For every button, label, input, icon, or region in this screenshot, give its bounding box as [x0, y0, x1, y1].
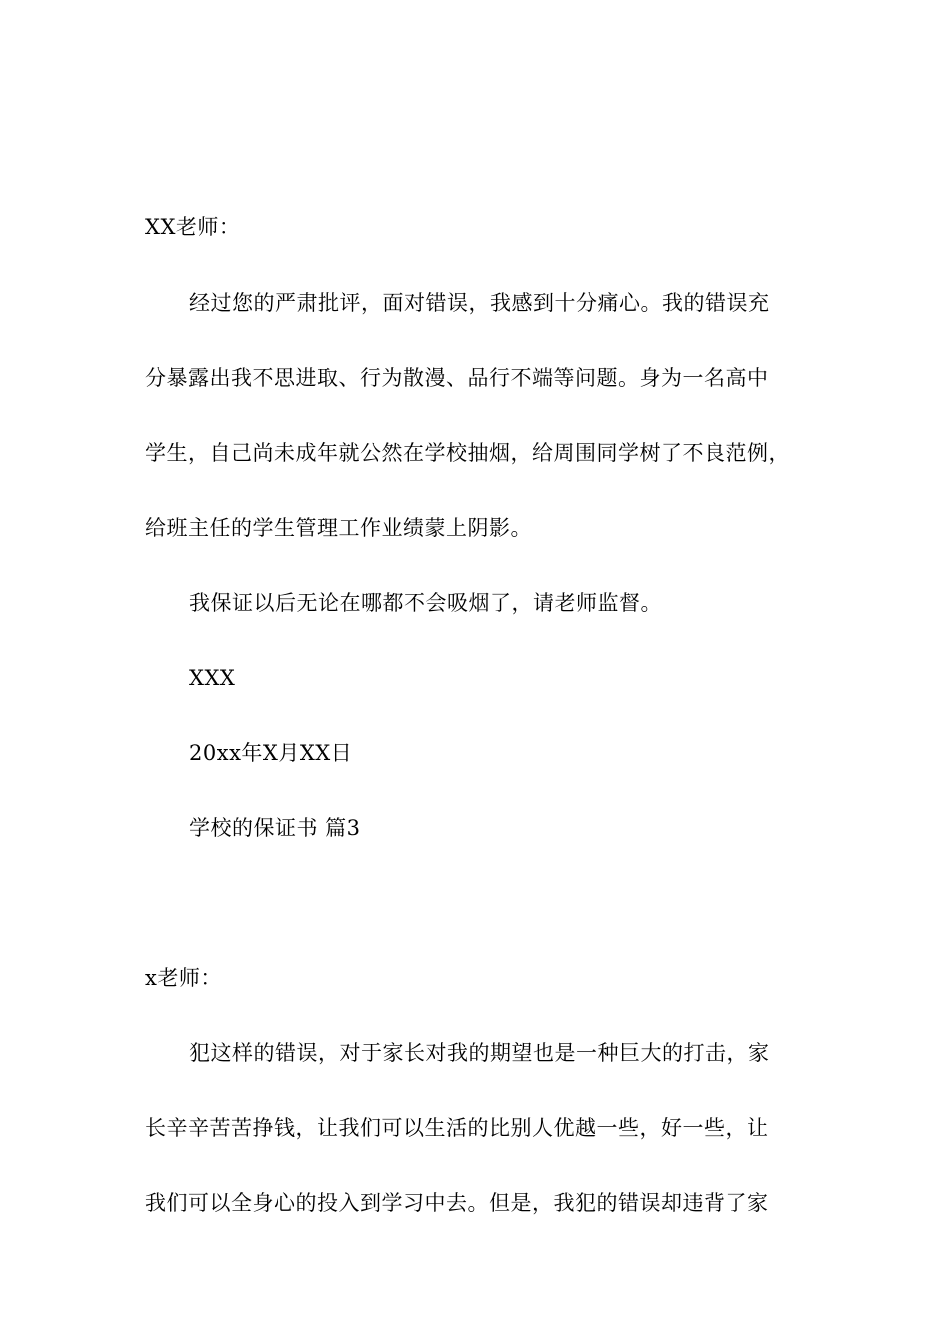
- paragraph-line: 长辛辛苦苦挣钱，让我们可以生活的比别人优越一些，好一些，让: [145, 1116, 769, 1140]
- salutation: x老师：: [145, 966, 222, 990]
- paragraph-line: 犯这样的错误，对于家长对我的期望也是一种巨大的打击，家: [189, 1041, 770, 1065]
- paragraph-line: 我保证以后无论在哪都不会吸烟了，请老师监督。: [189, 591, 662, 615]
- signature-name: XXX: [189, 666, 236, 690]
- paragraph-line: 经过您的严肃批评，面对错误，我感到十分痛心。我的错误充: [189, 291, 770, 315]
- paragraph-line: 我们可以全身心的投入到学习中去。但是，我犯的错误却违背了家: [145, 1191, 769, 1215]
- paragraph-line: 分暴露出我不思进取、行为散漫、品行不端等问题。身为一名高中: [145, 366, 769, 390]
- section-heading: 学校的保证书 篇3: [189, 816, 361, 840]
- paragraph-line: 给班主任的学生管理工作业绩蒙上阴影。: [145, 516, 532, 540]
- paragraph-line: 学生，自己尚未成年就公然在学校抽烟，给周围同学树了不良范例，: [145, 441, 790, 465]
- salutation: XX老师：: [145, 215, 241, 239]
- signature-date: 20xx年X月XX日: [189, 741, 353, 765]
